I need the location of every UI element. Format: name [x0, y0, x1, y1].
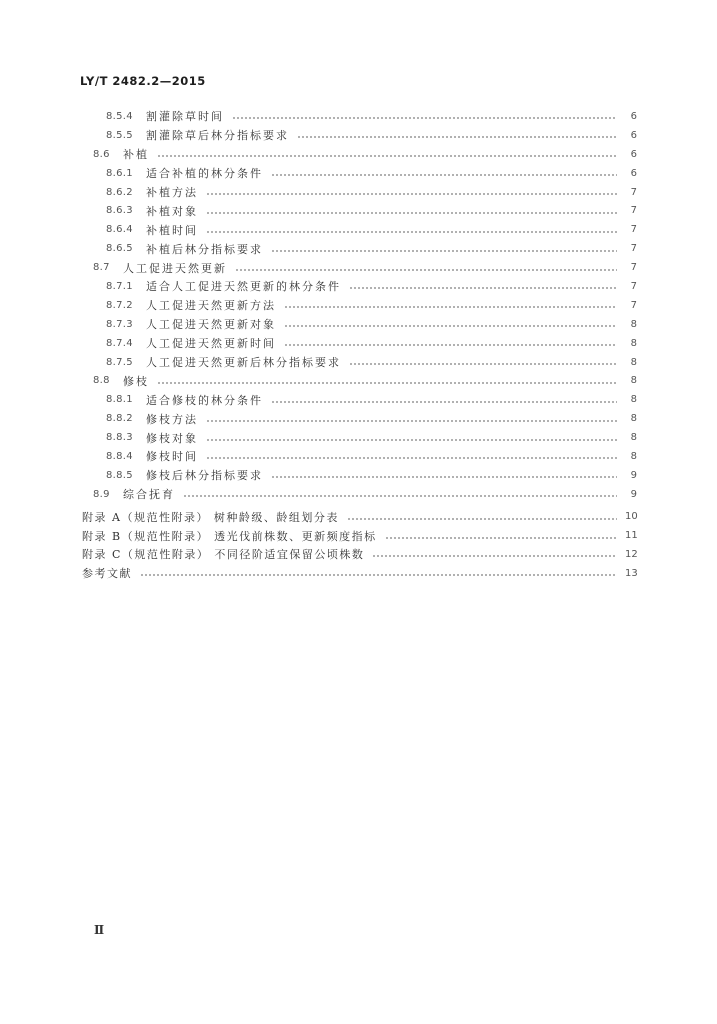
toc-entry-page: 7	[630, 205, 637, 217]
toc-entry[interactable]	[0, 447, 717, 466]
toc-entry-title: 综合抚育	[123, 488, 175, 502]
toc-entry[interactable]	[0, 107, 717, 126]
dot-leader	[349, 363, 617, 366]
toc-entry[interactable]	[0, 409, 717, 428]
toc-entry[interactable]	[0, 201, 717, 220]
toc-entry-title: 割灌除草后林分指标要求	[146, 129, 289, 143]
dot-leader	[206, 211, 617, 214]
toc-entry-title: 补植时间	[146, 223, 198, 237]
dot-leader	[347, 517, 617, 520]
toc-entry-number: 8.7	[93, 262, 110, 274]
toc-entry-number: 8.9	[93, 488, 110, 500]
toc-entry-number: 8.5.4	[106, 110, 133, 122]
toc-entry-number: 8.8.1	[106, 394, 133, 406]
toc-entry-number: 8.8.4	[106, 450, 133, 462]
dot-leader	[297, 136, 617, 139]
dot-leader	[284, 344, 617, 347]
toc-entry-number: 8.6.4	[106, 224, 133, 236]
toc-entry-number: 8.7.4	[106, 337, 133, 349]
toc-entry[interactable]	[0, 296, 717, 315]
toc-entry-page: 11	[625, 530, 638, 542]
toc-entry-page: 8	[630, 375, 637, 387]
toc-entry-page: 8	[630, 356, 637, 368]
toc-entry-title: 修枝时间	[146, 450, 198, 464]
toc-entry-page: 7	[630, 262, 637, 274]
toc-entry-number: 8.8.3	[106, 432, 133, 444]
toc-entry-title: 修枝对象	[146, 431, 198, 445]
dot-leader	[232, 117, 617, 120]
dot-leader	[372, 555, 617, 558]
dot-leader	[271, 400, 617, 403]
toc-entry-page: 9	[630, 469, 637, 481]
dot-leader	[206, 438, 617, 441]
toc-entry-title: 人工促进天然更新方法	[146, 299, 276, 313]
toc-entry[interactable]	[0, 428, 717, 447]
toc-entry-title: 人工促进天然更新后林分指标要求	[146, 356, 341, 370]
toc-entry-title: 附录 B（规范性附录） 透光伐前株数、更新频度指标	[82, 529, 377, 543]
toc-entry-page: 10	[625, 511, 638, 523]
dot-leader	[157, 381, 617, 384]
toc-entry-number: 8.7.5	[106, 356, 133, 368]
toc-entry[interactable]	[0, 183, 717, 202]
toc-entry-number: 8.6	[93, 148, 110, 160]
toc-entry[interactable]	[0, 564, 717, 583]
dot-leader	[206, 193, 617, 196]
toc-entry-number: 8.6.2	[106, 186, 133, 198]
toc-entry[interactable]	[0, 371, 717, 390]
dot-leader	[206, 419, 617, 422]
toc-entry-title: 适合人工促进天然更新的林分条件	[146, 280, 341, 294]
toc-entry-page: 12	[625, 548, 638, 560]
dot-leader	[385, 536, 617, 539]
toc-entry-number: 8.8.2	[106, 413, 133, 425]
toc-entry-number: 8.8.5	[106, 469, 133, 481]
dot-leader	[140, 574, 617, 577]
toc-entry-number: 8.6.1	[106, 167, 133, 179]
toc-entry[interactable]	[0, 239, 717, 258]
toc-entry[interactable]	[0, 390, 717, 409]
toc-entry-page: 6	[630, 129, 637, 141]
toc-entry-page: 7	[630, 224, 637, 236]
toc-entry[interactable]	[0, 526, 717, 545]
toc-entry-page: 8	[630, 413, 637, 425]
dot-leader	[271, 174, 617, 177]
toc-entry[interactable]	[0, 126, 717, 145]
toc-entry-page: 8	[630, 337, 637, 349]
toc-entry[interactable]	[0, 466, 717, 485]
toc-entry-title: 补植	[123, 148, 149, 162]
toc-entry-page: 6	[630, 110, 637, 122]
toc-entry-page: 6	[630, 148, 637, 160]
dot-leader	[271, 476, 617, 479]
toc-entry-page: 8	[630, 432, 637, 444]
toc-entry-page: 13	[625, 567, 638, 579]
toc-entry-page: 8	[630, 394, 637, 406]
toc-entry-number: 8.7.2	[106, 299, 133, 311]
table-of-contents	[0, 107, 717, 583]
toc-entry[interactable]	[0, 258, 717, 277]
toc-entry[interactable]	[0, 334, 717, 353]
toc-entry-title: 修枝后林分指标要求	[146, 469, 263, 483]
dot-leader	[183, 495, 617, 498]
toc-entry[interactable]	[0, 507, 717, 526]
document-id: LY/T 2482.2—2015	[80, 74, 206, 88]
toc-entry-number: 8.6.3	[106, 205, 133, 217]
toc-entry-title: 人工促进天然更新对象	[146, 318, 276, 332]
toc-entry[interactable]	[0, 277, 717, 296]
toc-entry-title: 适合修枝的林分条件	[146, 393, 263, 407]
toc-entry-title: 附录 C（规范性附录） 不同径阶适宜保留公顷株数	[82, 548, 365, 562]
dot-leader	[206, 230, 617, 233]
dot-leader	[157, 155, 617, 158]
toc-entry-number: 8.5.5	[106, 129, 133, 141]
toc-entry-number: 8.8	[93, 375, 110, 387]
toc-entry[interactable]	[0, 145, 717, 164]
toc-entry-title: 补植后林分指标要求	[146, 242, 263, 256]
toc-entry-page: 7	[630, 280, 637, 292]
toc-entry[interactable]	[0, 485, 717, 504]
toc-entry-title: 割灌除草时间	[146, 110, 224, 124]
toc-entry-title: 修枝方法	[146, 412, 198, 426]
toc-entry-number: 8.7.1	[106, 280, 133, 292]
toc-entry-page: 7	[630, 299, 637, 311]
toc-entry-page: 9	[630, 488, 637, 500]
toc-entry-title: 人工促进天然更新	[123, 261, 227, 275]
toc-entry-title: 参考文献	[82, 567, 132, 581]
toc-entry-number: 8.6.5	[106, 243, 133, 255]
toc-entry-page: 8	[630, 450, 637, 462]
toc-entry-title: 附录 A（规范性附录） 树种龄级、龄组划分表	[82, 510, 339, 524]
dot-leader	[284, 306, 617, 309]
dot-leader	[349, 287, 617, 290]
toc-entry[interactable]	[0, 545, 717, 564]
toc-entry[interactable]	[0, 164, 717, 183]
toc-entry[interactable]	[0, 220, 717, 239]
toc-entry-title: 补植对象	[146, 204, 198, 218]
toc-entry-page: 8	[630, 318, 637, 330]
toc-entry-page: 6	[630, 167, 637, 179]
toc-entry-page: 7	[630, 186, 637, 198]
dot-leader	[206, 457, 617, 460]
toc-entry-number: 8.7.3	[106, 318, 133, 330]
toc-entry-title: 修枝	[123, 374, 149, 388]
toc-entry-title: 补植方法	[146, 186, 198, 199]
dot-leader	[235, 268, 617, 271]
toc-entry-page: 7	[630, 243, 637, 255]
dot-leader	[271, 249, 617, 252]
toc-entry-title: 人工促进天然更新时间	[146, 337, 276, 351]
page-number-roman: Ⅱ	[94, 923, 105, 937]
dot-leader	[284, 325, 617, 328]
toc-entry[interactable]	[0, 353, 717, 372]
toc-entry[interactable]	[0, 315, 717, 334]
toc-entry-title: 适合补植的林分条件	[146, 167, 263, 181]
